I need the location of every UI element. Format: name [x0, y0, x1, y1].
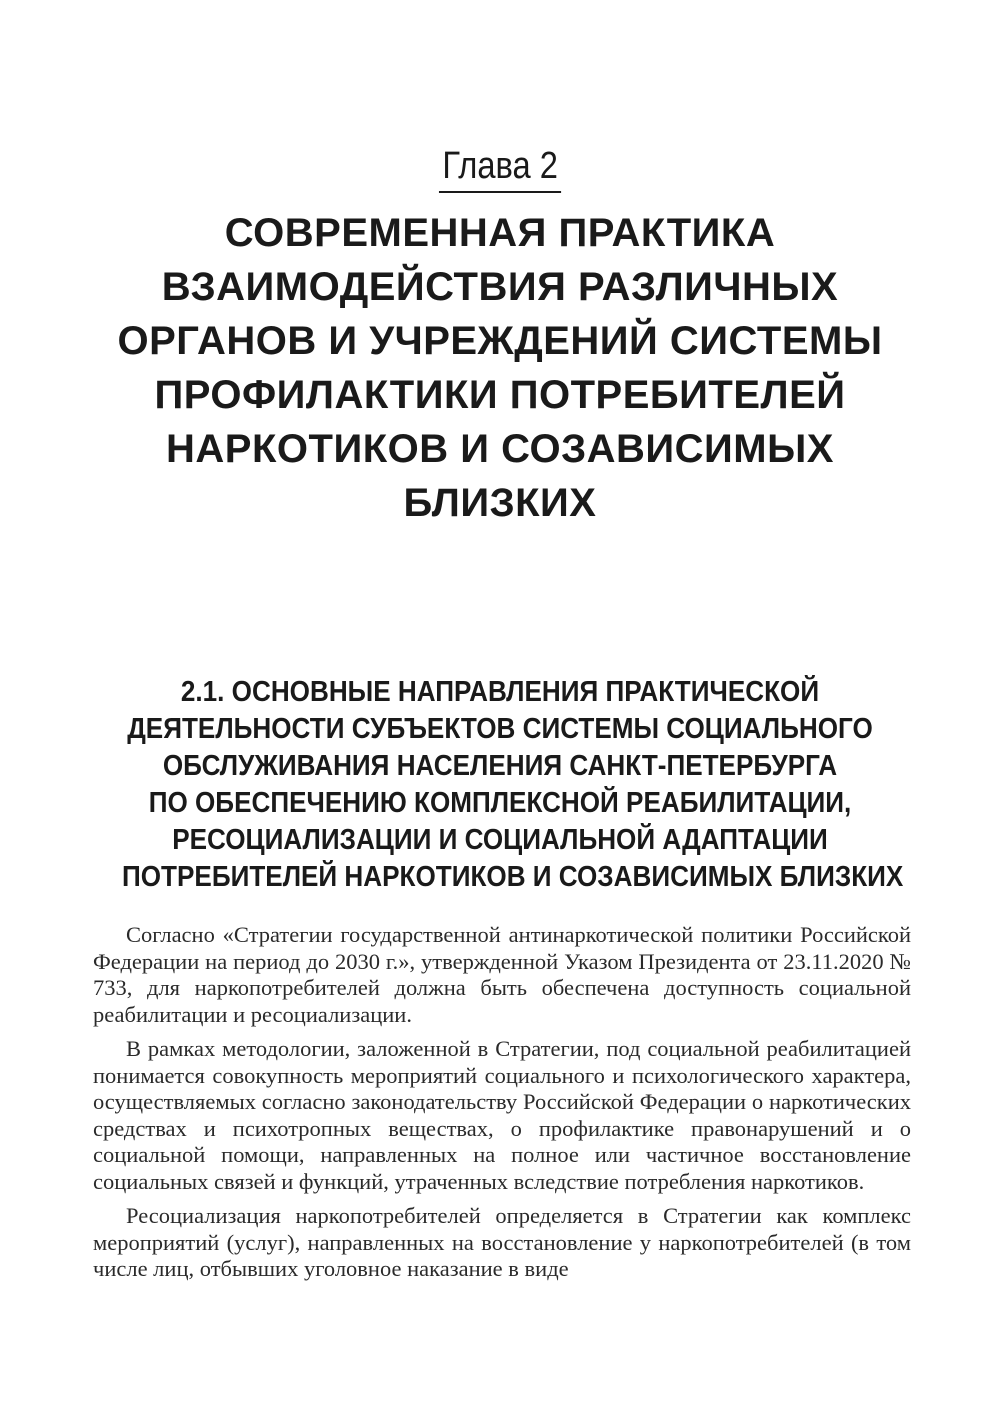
section-title-line: ДЕЯТЕЛЬНОСТИ СУБЪЕКТОВ СИСТЕМЫ СОЦИАЛЬНОГО [127, 713, 873, 745]
chapter-label-text: Глава 2 [439, 143, 561, 193]
body-paragraph: Согласно «Стратегии государственной антинаркотической политики Российской Федерации на период до 2030 г.», утвержденной Указом Президента от 23.11.2020 № 733, для наркопотребителей должна быть обеспечена доступность социальной реабилитации и ресоциализации. [93, 922, 911, 1027]
section-title-line: ПОТРЕБИТЕЛЕЙ НАРКОТИКОВ И СОЗАВИСИМЫХ БЛИЗКИХ [122, 861, 904, 893]
chapter-title-line: СОВРЕМЕННАЯ ПРАКТИКА [224, 211, 776, 255]
chapter-title-line: ПРОФИЛАКТИКИ ПОТРЕБИТЕЛЕЙ [154, 373, 846, 417]
section-title-line: РЕСОЦИАЛИЗАЦИИ И СОЦИАЛЬНОЙ АДАПТАЦИИ [172, 824, 828, 856]
chapter-title-line: НАРКОТИКОВ И СОЗАВИСИМЫХ [166, 427, 834, 471]
body-paragraph: Ресоциализация наркопотребителей определяется в Стратегии как комплекс мероприятий (услуг), направленных на восстановление у наркопотребителей (в том числе лиц, отбывших уголовное наказание в виде [93, 1203, 911, 1281]
body-paragraph: В рамках методологии, заложенной в Стратегии, под социальной реабилитацией понимается совокупность мероприятий социального и психологического характера, осуществляемых согласно законодательству Российской Федерации о наркотических средствах и психотропных веществах, о профилактике правонарушений и о социальной помощи, направленных на полное или частичное восстановление социальных связей и функций, утраченных вследствие потребления наркотиков. [93, 1036, 911, 1194]
chapter-label [0, 143, 1000, 193]
section-title-line: 2.1. ОСНОВНЫЕ НАПРАВЛЕНИЯ ПРАКТИЧЕСКОЙ [180, 676, 820, 708]
body-text [93, 922, 911, 1291]
section-title-line: ПО ОБЕСПЕЧЕНИЮ КОМПЛЕКСНОЙ РЕАБИЛИТАЦИИ, [148, 787, 852, 819]
chapter-title-line: ВЗАИМОДЕЙСТВИЯ РАЗЛИЧНЫХ [161, 265, 839, 309]
section-title [80, 674, 920, 896]
chapter-title [90, 206, 910, 530]
chapter-title-line: ОРГАНОВ И УЧРЕЖДЕНИЙ СИСТЕМЫ [117, 319, 883, 363]
chapter-title-line: БЛИЗКИХ [403, 481, 597, 525]
section-title-line: ОБСЛУЖИВАНИЯ НАСЕЛЕНИЯ САНКТ-ПЕТЕРБУРГА [162, 750, 838, 782]
